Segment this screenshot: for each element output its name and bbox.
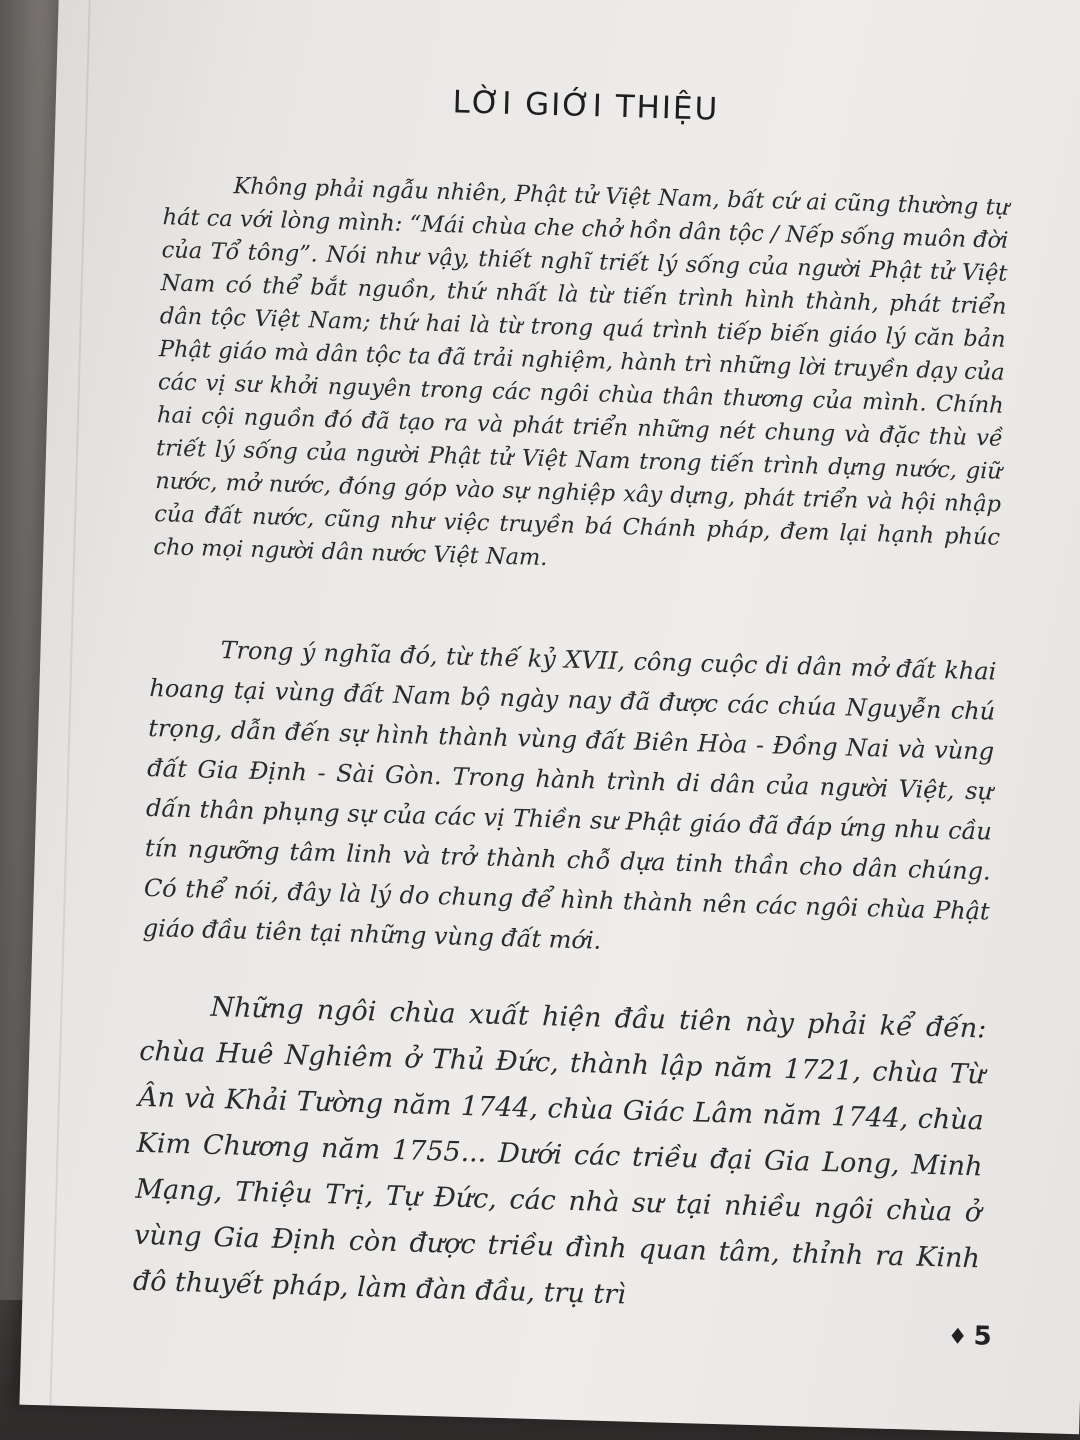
paragraph-2-text: Trong ý nghĩa đó, từ thế kỷ XVII, công cuộc di dân mở đất khai hoang tại vùng đất Nam bộ ngày nay đã được các chúa Nguyễn chú trọng, dẫn đến sự hình thành vùng đất Biên Hòa - Đồng Nai và vùng đất Gia Định - Sài Gòn. Trong hành trình di dân của người Việt, sự dấn thân phụng sự của các vị Thiền sư Phật giáo đã đáp ứng nhu cầu tín ngưỡng tâm linh và trở thành chỗ dựa tinh thần cho dân chúng. Có thể nói, đây là lý do chung để hình thành nên các ngôi chùa Phật giáo đầu tiên tại những vùng đất mới. [142, 635, 997, 955]
paragraph-3-text: Những ngôi chùa xuất hiện đầu tiên này phải kể đến: chùa Huê Nghiêm ở Thủ Đức, thành lập năm 1721, chùa Từ Ân và Khải Tường năm 1744, chùa Giác Lâm năm 1744, chùa Kim Chương năm 1755... Dưới các triều đại Gia Long, Minh Mạng, Thiệu Trị, Tự Đức, các nhà sư tại nhiều ngôi chùa ở vùng Gia Định còn được triều đình quan tâm, thỉnh ra Kinh đô thuyết pháp, làm đàn đầu, trụ trì [132, 991, 987, 1311]
chapter-title: LỜI GIỚI THIỆU [452, 84, 720, 128]
paragraph-1 [153, 168, 1010, 587]
diamond-icon: ♦ [947, 1324, 968, 1351]
paragraph-1-text: Không phải ngẫu nhiên, Phật tử Việt Nam, bất cứ ai cũng thường tự hát ca với lòng mình: “Mái chùa che chở hồn dân tộc / Nếp sống muôn đời của Tổ tông”. Nói như vậy, thiết nghĩ triết lý sống của người Phật tử Việt Nam có thể bắt nguồn, thứ nhất là từ tiến trình hình thành, phát triển dân tộc Việt Nam; thứ hai là từ trong quá trình tiếp biến giáo lý căn bản Phật giáo mà dân tộc ta đã trải nghiệm, hành trì những lời truyền dạy của các vị sư khởi nguyên trong các ngôi chùa thân thương của mình. Chính hai cội nguồn đó đã tạo ra và phát triển những nét chung và đặc thù về triết lý sống của người Phật tử Việt Nam trong tiến trình dựng nước, giữ nước, mở nước, đóng góp vào sự nghiệp xây dựng, phát triển và hội nhập của đất nước, cũng như việc truyền bá Chánh pháp, đem lại hạnh phúc cho mọi người dân nước Việt Nam. [153, 173, 1010, 572]
page-number-value: 5 [973, 1321, 993, 1352]
book-page [19, 0, 1080, 1434]
paragraph-2 [142, 628, 997, 971]
paragraph-3 [132, 983, 987, 1328]
page-number [947, 1321, 992, 1352]
